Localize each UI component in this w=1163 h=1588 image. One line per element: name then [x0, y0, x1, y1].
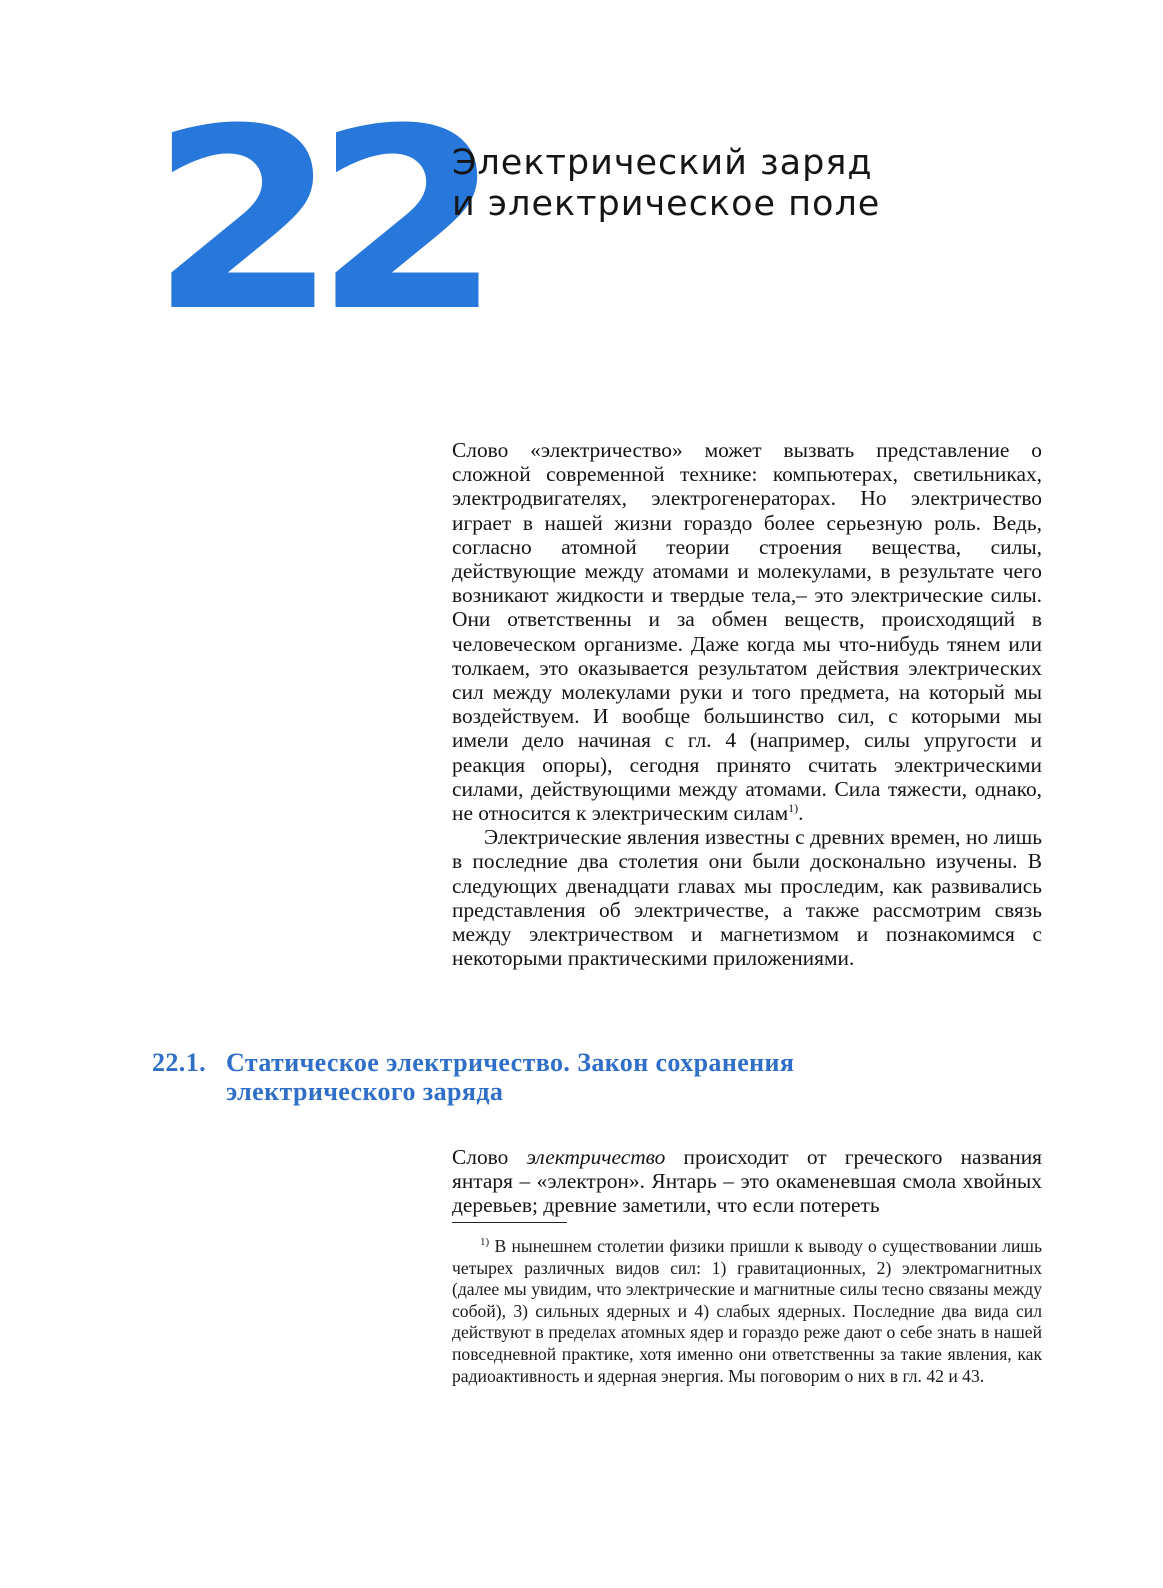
footnote-paragraph: [452, 1236, 1042, 1387]
intro-text: [452, 438, 1042, 970]
section-text-start: Слово: [452, 1145, 527, 1169]
section-paragraph: [452, 1145, 1042, 1218]
footnote: [452, 1236, 1042, 1387]
footnote-text: В нынешнем столетии физики пришли к выводу о существовании лишь четырех различных видов сил: 1) гравитационных, 2) электромагнитных (далее мы увидим, что электрические и магнитные силы тесно связаны между собой), 3) сильных ядерных и 4) слабых ядерных. Последние два вида сил действуют в пределах атомных ядер и гораздо реже дают о себе знать в нашей повседневной практике, хотя именно они ответственны за такие явления, как радиоактивность и ядерная энергия. Мы поговорим о них в гл. 42 и 43.: [452, 1236, 1042, 1386]
chapter-title: [452, 143, 1012, 225]
section-text-rest: происходит от греческого названия янтаря – «электрон». Янтарь – это окаменевшая смола хвойных деревьев; древние заметили, что если потереть: [452, 1145, 1043, 1218]
section-text: [452, 1145, 1042, 1218]
intro-paragraph-1: [452, 438, 1042, 825]
chapter-title-line2: и электрическое поле: [452, 184, 881, 224]
chapter-title-line1: Электрический заряд: [452, 143, 873, 183]
section-text-italic: электричество: [526, 1145, 666, 1169]
footnote-marker: 1): [480, 1236, 490, 1249]
section-title-line1: Статическое электричество. Закон сохранения: [226, 1048, 795, 1077]
intro-paragraph-2: Электрические явления известны с древних времен, но лишь в последние два столетия они были досконально изучены. В следующих двенадцати главах мы проследим, как развивались представления об электричестве, а также рассмотрим связь между электричеством и магнетизмом и познакомимся с некоторыми практическими приложениями.: [452, 825, 1042, 971]
chapter-number: 22: [150, 75, 479, 366]
section-heading: [152, 1048, 872, 1106]
footnote-divider: [452, 1222, 567, 1223]
section-number: 22.1.: [152, 1048, 206, 1077]
footnote-reference: 1): [788, 800, 799, 815]
intro-paragraph-1-text: Слово «электричество» может вызвать представление о сложной современной технике: компьютерах, светильниках, электродвигателях, электрогенераторах. Но электричество играет в нашей жизни гораздо более серьезную роль. Ведь, согласно атомной теории строения вещества, силы, действующие между атомами и молекулами, в результате чего возникают жидкости и твердые тела,– это электрические силы. Они ответственны и за обмен веществ, происходящий в человеческом организме. Даже когда мы что-нибудь тянем или толкаем, это оказывается результатом действия электрических сил между молекулами руки и того предмета, на который мы воздействуем. И вообще большинство сил, с которыми мы имели дело начиная с гл. 4 (например, силы упругости и реакция опоры), сегодня принято считать электрическими силами, действующими между атомами. Сила тяжести, однако, не относится к электрическим силам: [452, 438, 1042, 826]
section-title-line2: электрического заряда: [226, 1077, 504, 1106]
intro-paragraph-1-end: .: [798, 801, 804, 826]
